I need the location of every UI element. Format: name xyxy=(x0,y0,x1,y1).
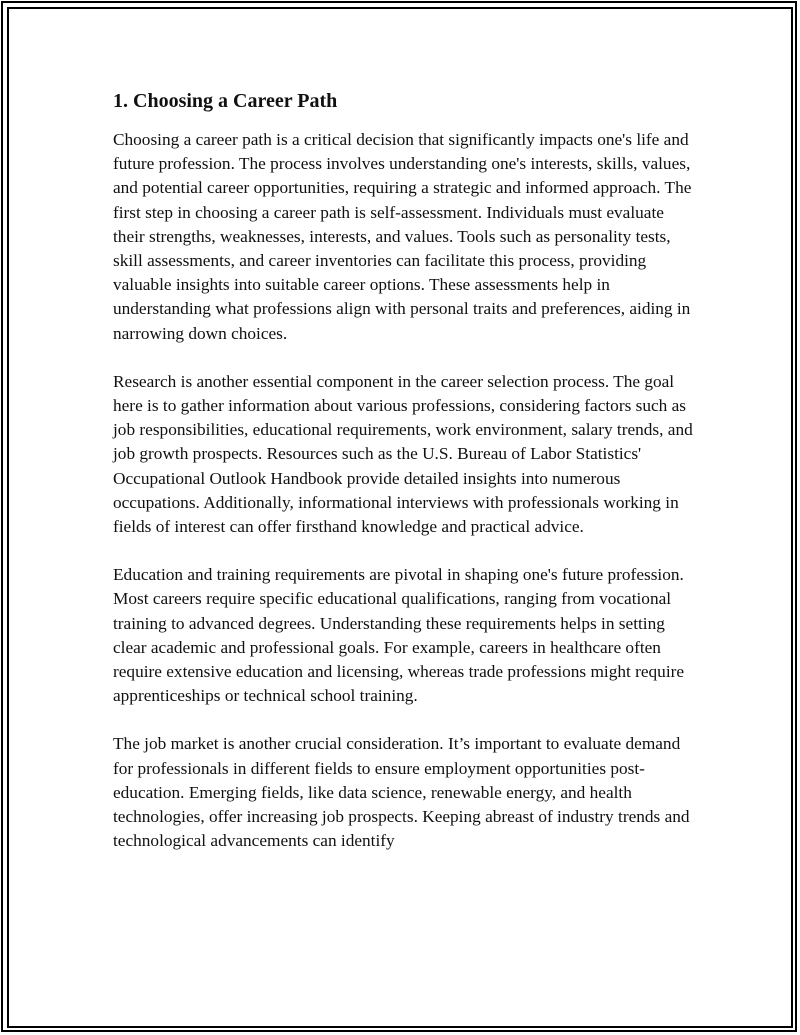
paragraph-self-assessment: Choosing a career path is a critical decision that significantly impacts one's life and future profession. The process involves understanding one's interests, skills, values, and potential career opportunities, requiring a strategic and informed approach. The first step in choosing a career path is self-assessment. Individuals must evaluate their strengths, weaknesses, interests, and values. Tools such as personality tests, skill assessments, and career inventories can facilitate this process, providing valuable insights into suitable career options. These assessments help in understanding what professions align with personal traits and preferences, aiding in narrowing down choices. xyxy=(113,130,692,343)
document-body xyxy=(113,88,693,877)
paragraph-job-market: The job market is another crucial consideration. It’s important to evaluate demand for professionals in different fields to ensure employment opportunities post-education. Emerging fields, like data science, renewable energy, and health technologies, offer increasing job prospects. Keeping abreast of industry trends and technological advancements can identify xyxy=(113,734,690,851)
paragraph-education-training: Education and training requirements are pivotal in shaping one's future profession. Most careers require specific educational qualifications, ranging from vocational training to advanced degrees. Understanding these requirements helps in setting clear academic and professional goals. For example, careers in healthcare often require extensive education and licensing, whereas trade professions might require apprenticeships or technical school training. xyxy=(113,565,685,706)
section-heading: 1. Choosing a Career Path xyxy=(113,90,338,112)
paragraph-research: Research is another essential component in the career selection process. The goal here is to gather information about various professions, considering factors such as job responsibilities, educational requirements, work environment, salary trends, and job growth prospects. Resources such as the U.S. Bureau of Labor Statistics' Occupational Outlook Handbook provide detailed insights into numerous occupations. Additionally, informational interviews with professionals working in fields of interest can offer firsthand knowledge and practical advice. xyxy=(113,371,693,537)
